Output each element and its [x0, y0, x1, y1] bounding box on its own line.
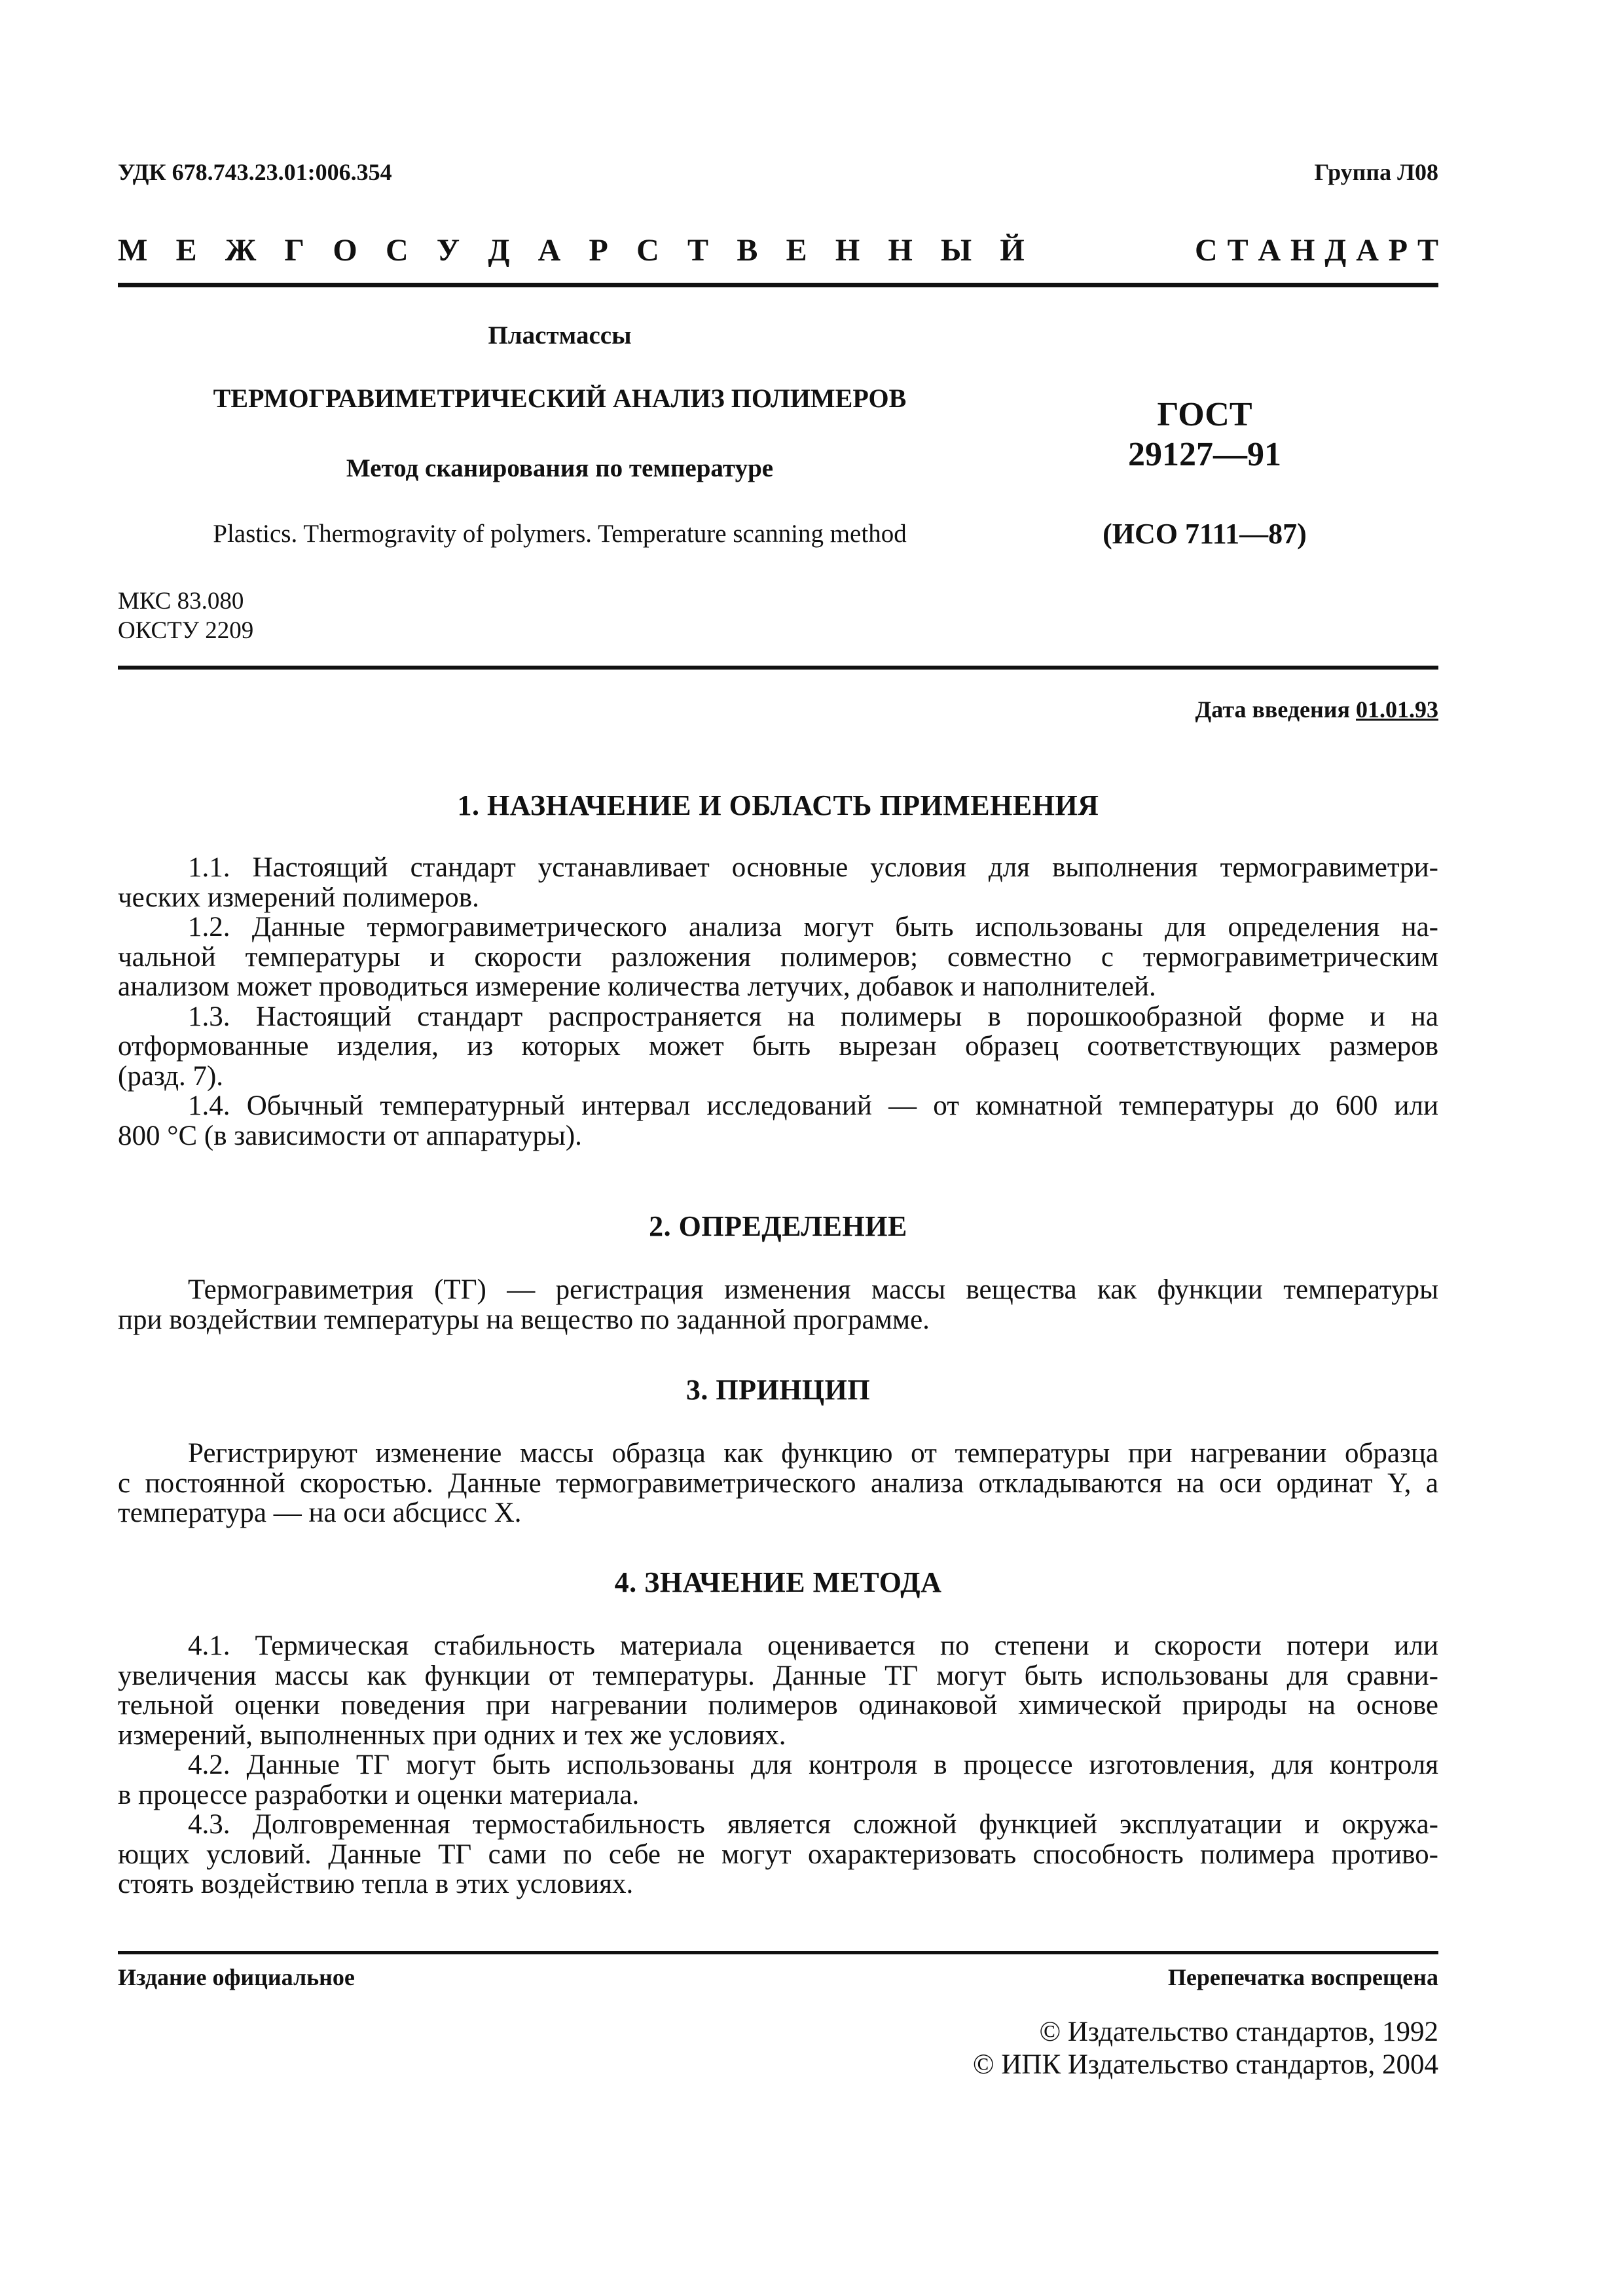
- section-heading-1: 1. НАЗНАЧЕНИЕ И ОБЛАСТЬ ПРИМЕНЕНИЯ: [457, 789, 1099, 821]
- banner-letter: Р: [589, 233, 608, 268]
- gost-label: ГОСТ: [1157, 396, 1252, 433]
- text-line: анализом может проводиться измерение количества летучих, добавок и наполнителей.: [118, 971, 1156, 1002]
- text-line: отформованные изделия, из которых может быть вырезан образец соответствующих размеров: [118, 1031, 1438, 1062]
- title-category: Пластмассы: [488, 321, 632, 350]
- iso-reference: (ИСО 7111—87): [1103, 518, 1307, 550]
- section-heading-3: 3. ПРИНЦИП: [685, 1374, 871, 1406]
- text-line: 1.4. Обычный температурный интервал исследований — от комнатной температуры до 600 или: [188, 1090, 1438, 1121]
- text-line: измерений, выполненных при одних и тех же условиях.: [118, 1719, 786, 1751]
- section-body-2: [118, 1275, 1438, 1335]
- text-line: в процессе разработки и оценки материала.: [118, 1779, 640, 1810]
- text-line: 1.1. Настоящий стандарт устанавливает основные условия для выполнения термогравиметри-: [188, 852, 1438, 883]
- text-line: температура — на оси абсцисс X.: [118, 1498, 522, 1528]
- banner-letter: Д: [488, 233, 510, 268]
- section-body-4: [118, 1631, 1438, 1899]
- text-line: увеличения массы как функции от температуры. Данные ТГ могут быть использованы для сравни-: [118, 1660, 1438, 1691]
- banner-letter: В: [737, 233, 758, 268]
- banner-letter: Е: [175, 233, 197, 268]
- introduction-date: [1195, 696, 1439, 723]
- banner-letter: Й: [1000, 233, 1025, 268]
- banner-letter: Т: [1417, 233, 1438, 268]
- date-label: Дата введения: [1195, 696, 1350, 723]
- banner-letter: С: [385, 233, 409, 268]
- reprint-notice: Перепечатка воспрещена: [1167, 1964, 1438, 1990]
- text-line: (разд. 7).: [118, 1060, 224, 1092]
- banner-letter: А: [1258, 233, 1281, 268]
- banner-letter: Н: [888, 233, 913, 268]
- gost-number: 29127—91: [1128, 436, 1281, 473]
- title-english: Plastics. Thermogravity of polymers. Temperature scanning method: [213, 520, 907, 548]
- section-body-3: [118, 1439, 1438, 1528]
- text-line: при воздействии температуры на вещество по заданной программе.: [118, 1304, 930, 1335]
- copyright-line: © Издательство стандартов, 1992: [1039, 2017, 1438, 2047]
- banner-letter: Р: [1388, 233, 1408, 268]
- banner-letter: А: [538, 233, 561, 268]
- header-rule: [118, 283, 1438, 287]
- text-line: ческих измерений полимеров.: [118, 882, 479, 913]
- interstate-standard-banner: [118, 232, 1438, 278]
- banner-letter: С: [636, 233, 659, 268]
- banner-word-standard: [1195, 232, 1438, 268]
- section-heading-4: 4. ЗНАЧЕНИЕ МЕТОДА: [614, 1566, 942, 1598]
- official-edition-label: Издание официальное: [118, 1964, 355, 1990]
- text-line: 1.3. Настоящий стандарт распространяется на полимеры в порошкообразной форме и на: [188, 1001, 1438, 1032]
- text-line: чальной температуры и скорости разложения полимеров; совместно с термогравиметрическим: [118, 941, 1438, 973]
- banner-letter: Е: [786, 233, 807, 268]
- group-code: Группа Л08: [1314, 159, 1438, 185]
- banner-letter: А: [1356, 233, 1379, 268]
- page-title: ТЕРМОГРАВИМЕТРИЧЕСКИЙ АНАЛИЗ ПОЛИМЕРОВ: [213, 384, 907, 413]
- udk-code: УДК 678.743.23.01:006.354: [118, 159, 392, 185]
- text-line: стоять воздействию тепла в этих условиях.: [118, 1869, 634, 1899]
- banner-letter: М: [118, 233, 148, 268]
- banner-letter: Г: [284, 233, 305, 268]
- section-body-1: [118, 853, 1438, 1151]
- text-line: тельной оценки поведения при нагревании полимеров одинаковой химической природы на основе: [118, 1690, 1438, 1721]
- text-line: 800 °С (в зависимости от аппаратуры).: [118, 1120, 582, 1151]
- banner-letter: Н: [1290, 233, 1315, 268]
- text-line: 4.3. Долговременная термостабильность является сложной функцией эксплуатации и окружа-: [188, 1809, 1438, 1840]
- text-line: с постоянной скоростью. Данные термогравиметрического анализа откладываются на оси ординат Y, а: [118, 1467, 1438, 1499]
- text-line: 4.2. Данные ТГ могут быть использованы для контроля в процессе изготовления, для контроля: [188, 1749, 1438, 1780]
- text-line: Термогравиметрия (ТГ) — регистрация изменения массы вещества как функции температуры: [188, 1274, 1438, 1305]
- banner-letter: Т: [687, 233, 709, 268]
- title-method: Метод сканирования по температуре: [346, 454, 774, 482]
- banner-letter: Д: [1324, 233, 1347, 268]
- banner-letter: С: [1195, 233, 1218, 268]
- copyright-line: © ИПК Издательство стандартов, 2004: [972, 2049, 1438, 2080]
- footer-rule: [118, 1951, 1438, 1954]
- mks-code: МКС 83.080: [118, 588, 244, 615]
- banner-letter: Н: [835, 233, 860, 268]
- banner-letter: Т: [1227, 233, 1249, 268]
- text-line: Регистрируют изменение массы образца как функцию от температуры при нагревании образца: [188, 1438, 1438, 1469]
- text-line: 1.2. Данные термогравиметрического анализа могут быть использованы для определения на-: [188, 912, 1438, 942]
- banner-letter: У: [436, 233, 460, 268]
- text-line: 4.1. Термическая стабильность материала оценивается по степени и скорости потери или: [188, 1630, 1438, 1661]
- banner-word-interstate: [118, 232, 1025, 268]
- text-line: ющих условий. Данные ТГ сами по себе не могут охарактеризовать способность полимера противо-: [118, 1839, 1438, 1870]
- banner-letter: О: [333, 233, 357, 268]
- okstu-code: ОКСТУ 2209: [118, 617, 254, 644]
- section-heading-2: 2. ОПРЕДЕЛЕНИЕ: [649, 1210, 907, 1242]
- date-value: 01.01.93: [1356, 696, 1438, 723]
- title-rule: [118, 666, 1438, 670]
- banner-letter: Ы: [941, 233, 972, 268]
- banner-letter: Ж: [225, 233, 257, 268]
